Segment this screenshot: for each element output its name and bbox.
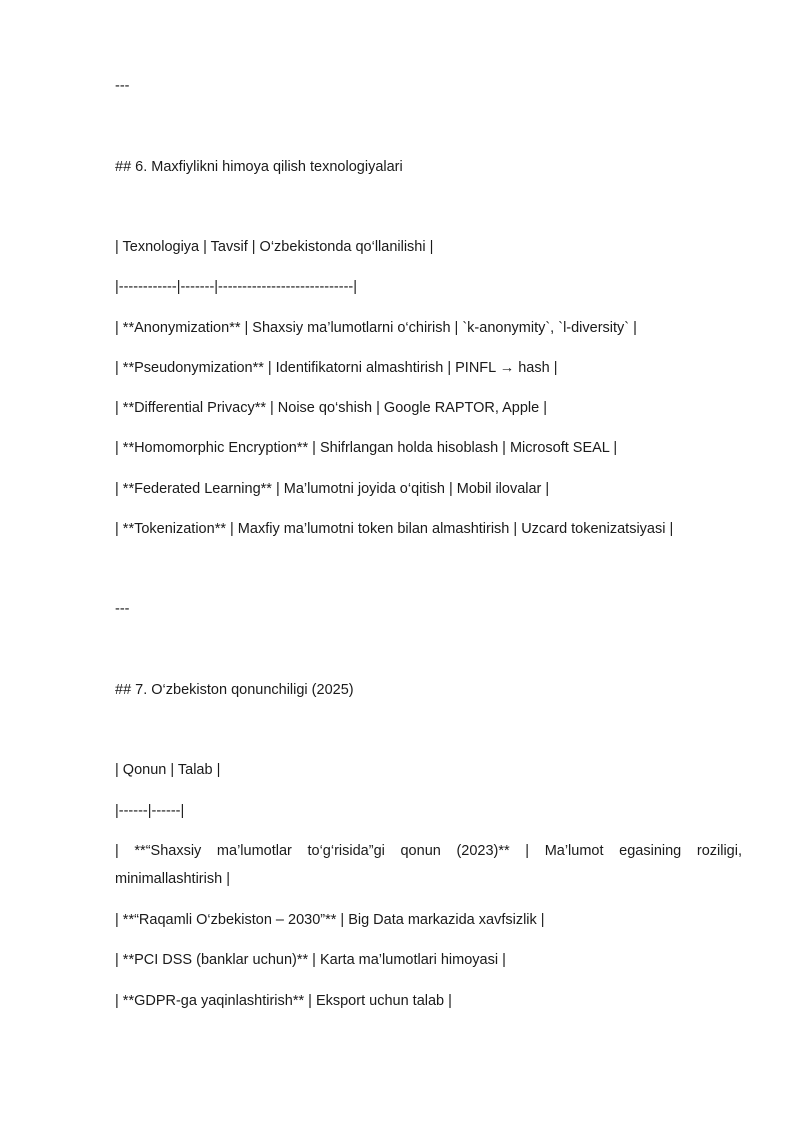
- table1-separator-row: |------------|-------|----------------------------|: [115, 279, 358, 295]
- horizontal-rule-text: ---: [115, 601, 130, 617]
- table1-row-tokenization: | **Tokenization** | Maxfiy ma’lumotni token bilan almashtirish | Uzcard tokenizatsiyasi |: [115, 521, 674, 537]
- table1-header-row: | Texnologiya | Tavsif | O‘zbekistonda qo‘llanilishi |: [115, 239, 434, 255]
- table1-row-homomorphic-encryption: | **Homomorphic Encryption** | Shifrlangan holda hisoblash | Microsoft SEAL |: [115, 440, 618, 456]
- table2-header-row: | Qonun | Talab |: [115, 762, 221, 778]
- table2-row-personal-data-law: | **“Shaxsiy ma’lumotlar to‘g‘risida”gi qonun (2023)** | Ma’lumot egasining roziligi, minimallashtirish |: [115, 843, 742, 887]
- table2-row-gdpr: | **GDPR-ga yaqinlashtirish** | Eksport uchun talab |: [115, 993, 452, 1009]
- table2-separator-row: |------|------|: [115, 803, 185, 819]
- table2-row-digital-uzbekistan: | **“Raqamli O‘zbekiston – 2030”** | Big Data markazida xavfsizlik |: [115, 912, 545, 928]
- table2-row-pci-dss: | **PCI DSS (banklar uchun)** | Karta ma’lumotlari himoyasi |: [115, 952, 506, 968]
- section-7-heading: ## 7. O‘zbekiston qonunchiligi (2025): [115, 682, 354, 698]
- table1-row-pseudonymization: | **Pseudonymization** | Identifikatorni almashtirish | PINFL → hash |: [115, 360, 558, 376]
- table1-row-differential-privacy: | **Differential Privacy** | Noise qo‘shish | Google RAPTOR, Apple |: [115, 400, 548, 416]
- table1-row-anonymization: | **Anonymization** | Shaxsiy ma’lumotlarni o‘chirish | `k-anonymity`, `l-diversity` |: [115, 320, 637, 336]
- table1-row-federated-learning: | **Federated Learning** | Ma’lumotni joyida o‘qitish | Mobil ilovalar |: [115, 481, 550, 497]
- horizontal-rule-text: ---: [115, 78, 130, 94]
- section-6-heading: ## 6. Maxfiylikni himoya qilish texnologiyalari: [115, 159, 403, 175]
